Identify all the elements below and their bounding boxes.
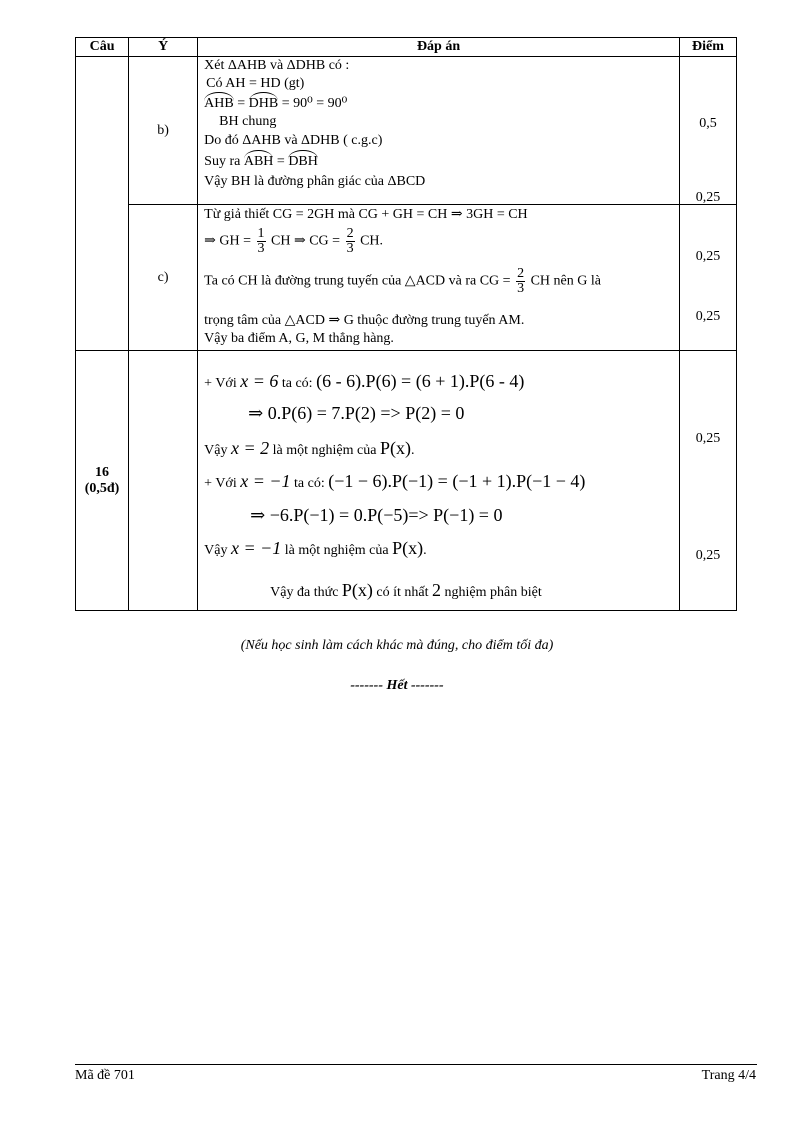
c-line-4: trọng tâm của △ACD ⇒ G thuộc đường trung tuyến AM. (204, 313, 525, 328)
l3-math: x = 2 (231, 438, 270, 458)
y-cell-b: b) (129, 57, 198, 205)
answer-cell-c (198, 205, 680, 351)
angle-abh: ABH (243, 154, 274, 169)
row-16 (76, 351, 737, 611)
y-cell-c: c) (129, 205, 198, 351)
answer-table (75, 37, 737, 611)
c-line-1: Từ giả thiết CG = 2GH mà CG + GH = CH ⇒ 3GH = CH (204, 207, 528, 222)
score-b-1: 0,5 (699, 116, 717, 131)
l4-eq: (−1 − 6).P(−1) = (−1 + 1).P(−1 − 4) (328, 471, 586, 491)
header-dap-an: Đáp án (198, 38, 680, 57)
p-line-4 (204, 471, 585, 492)
header-row (76, 38, 737, 57)
answer-cell-b (198, 57, 680, 205)
l6-math: x = −1 (231, 538, 282, 558)
frac-den: 3 (346, 241, 354, 256)
l6-pre: Vậy (204, 543, 228, 558)
header-cau: Câu (76, 38, 129, 57)
b-line-4: Do đó ΔAHB và ΔDHB ( c.g.c) (204, 133, 383, 148)
l4-mid: ta có: (294, 476, 325, 491)
cau-cell-15 (76, 57, 129, 351)
l3-pre: Vậy (204, 443, 228, 458)
score-16-2: 0,25 (695, 548, 721, 563)
c-line-3 (204, 267, 601, 296)
c-line-2 (204, 227, 383, 256)
grading-note: (Nếu học sinh làm cách khác mà đúng, cho điểm tối đa) (240, 638, 554, 653)
suy-ra-text: Suy ra (204, 154, 241, 169)
frac-num: 2 (346, 226, 354, 241)
b-angle-line: AHB = DHB = 90⁰ = 90⁰ (204, 96, 348, 111)
answer-cell-16 (198, 351, 680, 611)
footer-exam-code: Mã đề 701 (75, 1068, 135, 1083)
l3-mid: là một nghiệm của (272, 443, 377, 458)
footer-page-number: Trang 4/4 (701, 1068, 756, 1083)
l7-mid: có ít nhất (376, 585, 429, 600)
c3-a: Ta có CH là đường trung tuyến của △ACD và ra CG = (204, 273, 511, 289)
p-line-6 (204, 538, 426, 559)
b-line-2: Có AH = HD (gt) (206, 76, 305, 91)
end-mark: ------- Hết ------- (350, 678, 444, 693)
p-line-5: ⇒ −6.P(−1) = 0.P(−5)=> P(−1) = 0 (250, 505, 503, 525)
l7-pre: Vậy đa thức (270, 585, 339, 600)
b-line-3: BH chung (219, 114, 277, 129)
p-line-1 (204, 371, 524, 392)
frac-1-3 (257, 227, 266, 256)
c2-a: ⇒ GH = (204, 233, 252, 249)
angle-rest: = 90⁰ = 90⁰ (281, 96, 348, 111)
l1-pre: + Với (204, 376, 237, 391)
c3-b: CH nên G là (530, 273, 601, 289)
l1-mid: ta có: (281, 376, 313, 391)
y-cell-16 (129, 351, 198, 611)
c2-b: CH ⇒ CG = (271, 233, 341, 249)
p-line-7 (270, 580, 542, 601)
c-line-5: Vậy ba điểm A, G, M thẳng hàng. (204, 331, 394, 346)
angle-ahb: AHB (204, 96, 234, 111)
score-c-2: 0,25 (695, 309, 721, 324)
footer-divider (75, 1064, 757, 1065)
l1-math: x = 6 (240, 371, 279, 391)
b-suy-ra-line: Suy ra ABH = DBH (204, 154, 318, 169)
l7-end: nghiệm phân biệt (444, 585, 542, 600)
frac-num: 1 (257, 226, 265, 241)
frac-2-3b (516, 267, 525, 296)
l4-pre: + Với (204, 476, 237, 491)
score-cell-16 (679, 351, 736, 611)
angle-dbh: DBH (288, 154, 318, 169)
score-cell-c (679, 205, 736, 351)
l7-p: P(x) (341, 580, 373, 600)
c2-c: CH. (360, 233, 384, 249)
l3-p: P(x) (379, 438, 411, 458)
row-b (76, 57, 737, 205)
score-b-2: 0,25 (695, 190, 721, 205)
b-line-1: Xét ΔAHB và ΔDHB có : (204, 58, 350, 73)
score-cell-b (679, 57, 736, 205)
angle-dhb: DHB (248, 96, 279, 111)
l1-eq: (6 - 6).P(6) = (6 + 1).P(6 - 4) (316, 371, 525, 391)
header-y: Ý (129, 38, 198, 57)
p-line-3 (204, 438, 414, 459)
score-c-1: 0,25 (695, 249, 721, 264)
cau-points: (0,5đ) (84, 480, 120, 496)
frac-2-3 (346, 227, 355, 256)
cau-cell-16 (76, 351, 129, 611)
l3-end: . (410, 443, 415, 458)
l4-math: x = −1 (240, 471, 291, 491)
frac-num: 2 (517, 266, 525, 281)
frac-den: 3 (257, 241, 265, 256)
score-16-1: 0,25 (695, 431, 721, 446)
header-diem: Điểm (679, 38, 736, 57)
l6-end: . (423, 543, 427, 558)
l6-mid: là một nghiệm của (284, 543, 389, 558)
b-line-5: Vậy BH là đường phân giác của ΔBCD (204, 174, 426, 189)
l7-n: 2 (432, 580, 442, 600)
l6-p: P(x) (392, 538, 424, 558)
row-c (76, 205, 737, 351)
cau-number: 16 (95, 464, 110, 480)
p-line-2: ⇒ 0.P(6) = 7.P(2) => P(2) = 0 (248, 403, 465, 423)
frac-den: 3 (517, 281, 525, 296)
